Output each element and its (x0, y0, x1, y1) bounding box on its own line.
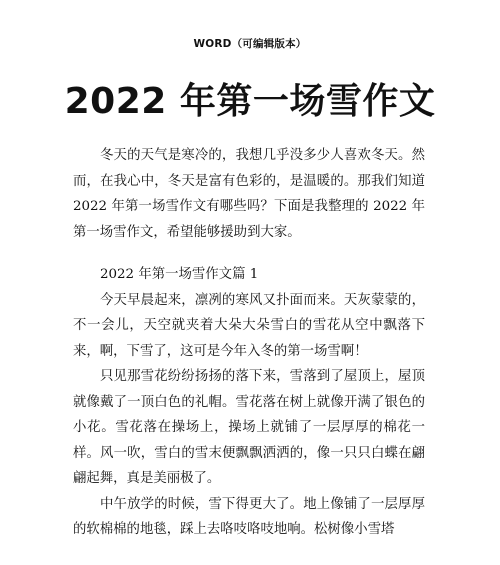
intro-block (73, 143, 425, 245)
document-header-label: WORD（可编辑版本） (193, 38, 307, 50)
essay-paragraph-3: 中午放学的时候，雪下得更大了。地上像铺了一层厚厚的软棉棉的地毯，踩上去咯吱咯吱地响。松树像小雪塔 (73, 496, 425, 537)
essay-paragraph-2: 只见那雪花纷纷扬扬的落下来，雪落到了屋顶上，屋顶就像戴了一顶白色的礼帽。雪花落在树上就像开满了银色的小花。雪花落在操场上，操场上就铺了一层厚厚的棉花一样。风一吹，雪白的雪末便飘飘洒洒的，像一只只白蝶在翩翩起舞，真是美丽极了。 (73, 369, 425, 486)
section-heading: 2022 年第一场雪作文篇 1 (100, 267, 259, 282)
essay-section (73, 262, 425, 543)
document-title: 2022 年第一场雪作文 (64, 81, 436, 122)
essay-paragraph-1: 今天早晨起来，凛冽的寒风又扑面而来。天灰蒙蒙的，不一会儿，天空就夹着大朵大朵雪白的雪花从空中飘落下来，啊，下雪了，这可是今年入冬的第一场雪啊！ (73, 292, 425, 359)
intro-paragraph: 冬天的天气是寒冷的，我想几乎没多少人喜欢冬天。然而，在我心中，冬天是富有色彩的，是温暖的。那我们知道 2022 年第一场雪作文有哪些吗？下面是我整理的 2022 年第一场雪作文，希望能够援助到大家。 (73, 148, 425, 240)
